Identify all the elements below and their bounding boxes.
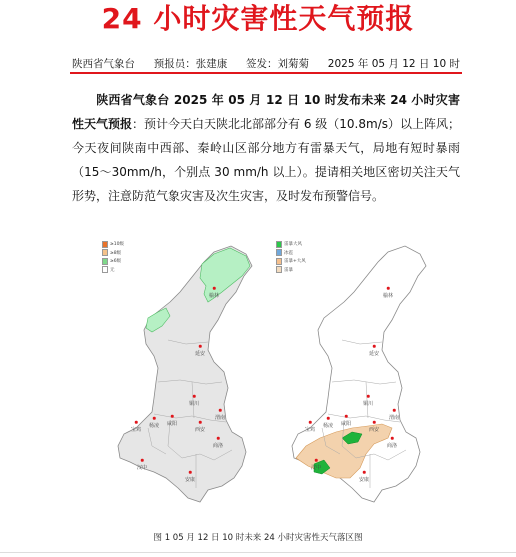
meta-line [72,56,460,71]
city-label-shangluo: 商洛 [212,443,224,449]
city-label-hanzhong: 汉中 [136,465,148,471]
legend-item [276,240,306,249]
forecast-lead: 陕西省气象台 2025 年 05 月 12 日 10 时发布未来 24 小时灾害性天气预报 [72,93,460,131]
forecast-text [72,88,460,208]
issue-datetime: 2025 年 05 月 12 日 10 时 [327,58,460,70]
city-dot [309,421,312,424]
forecast-body: ：预计今天白天陕北北部部分有 6 级（10.8m/s）以上阵风；今天夜间陕南中西部、秦岭山区部分地方有雷暴天气，局地有短时暴雨（15～30mm/h，个别点 30 mm/h 以上）。提请相关地区密切关注天气形势，注意防范气象灾害及次生灾害，及时发布预警信号。 [72,117,460,203]
legend-swatch [276,241,282,248]
bottom-divider [0,552,516,553]
city-label-baoji: 宝鸡 [304,427,316,433]
city-dot [315,459,318,462]
city-dot [213,287,216,290]
legend-swatch [276,266,282,273]
city-dot [327,417,330,420]
city-dot [153,417,156,420]
legend-item [276,249,306,258]
legend-swatch [102,249,108,256]
city-dot [373,421,376,424]
city-dot [367,395,370,398]
city-label-weinan: 渭南 [388,415,400,421]
city-label-yulin: 榆林 [382,293,394,299]
legend-item [102,249,124,258]
city-dot [391,437,394,440]
city-dot [219,409,222,412]
map-thunderstorm [270,232,450,522]
city-label-baoji: 宝鸡 [130,427,142,433]
legend-label: 无 [110,267,115,273]
city-label-ankang: 安康 [358,477,370,483]
city-label-weinan: 渭南 [214,415,226,421]
city-dot [135,421,138,424]
city-dot [363,471,366,474]
city-label-tongchuan: 铜川 [188,401,200,407]
legend-swatch [102,258,108,265]
city-label-xian: 西安 [368,427,380,433]
figure-caption: 图 1 05 月 12 日 10 时未来 24 小时灾害性天气落区图 [153,533,363,543]
city-label-shangluo: 商洛 [386,443,398,449]
wind-legend [102,240,124,274]
city-label-yanan: 延安 [194,351,206,357]
city-dot [199,421,202,424]
city-dot [217,437,220,440]
city-label-tongchuan: 铜川 [362,401,374,407]
city-label-hanzhong: 汉中 [310,465,322,471]
city-dot [199,345,202,348]
legend-label: 雷暴+大风 [284,259,306,265]
legend-label: 雷暴大风 [284,242,302,248]
legend-swatch [102,241,108,248]
city-label-xianyang: 咸阳 [166,421,178,427]
header-divider [70,72,462,74]
legend-label: 冰雹 [284,250,293,256]
city-dot [393,409,396,412]
city-label-yangling: 杨凌 [322,423,334,429]
legend-item [102,257,124,266]
map-wind [96,232,276,522]
legend-item [102,266,124,275]
legend-item [102,240,124,249]
legend-label: ≥8级 [110,250,122,256]
city-dot [373,345,376,348]
legend-item [276,257,306,266]
city-dot [387,287,390,290]
legend-item [276,266,306,275]
thunderstorm-legend [276,240,306,274]
legend-label: ≥6级 [110,259,122,265]
legend-swatch [102,266,108,273]
city-label-xian: 西安 [194,427,206,433]
legend-label: 雷暴 [284,267,293,273]
city-dot [193,395,196,398]
city-dot [141,459,144,462]
city-label-yulin: 榆林 [208,293,220,299]
agency-name: 陕西省气象台 [72,58,135,70]
city-dot [345,415,348,418]
city-label-ankang: 安康 [184,477,196,483]
city-label-xianyang: 咸阳 [340,421,352,427]
city-dot [171,415,174,418]
page-title: 24 小时灾害性天气预报 [101,2,415,35]
legend-swatch [276,258,282,265]
legend-swatch [276,249,282,256]
city-label-yanan: 延安 [368,351,380,357]
city-dot [189,471,192,474]
forecaster-name: 预报员：张建康 [153,58,228,70]
signer-name: 签发：刘菊菊 [246,58,310,70]
city-label-yangling: 杨凌 [148,423,160,429]
legend-label: ≥10级 [110,242,124,248]
